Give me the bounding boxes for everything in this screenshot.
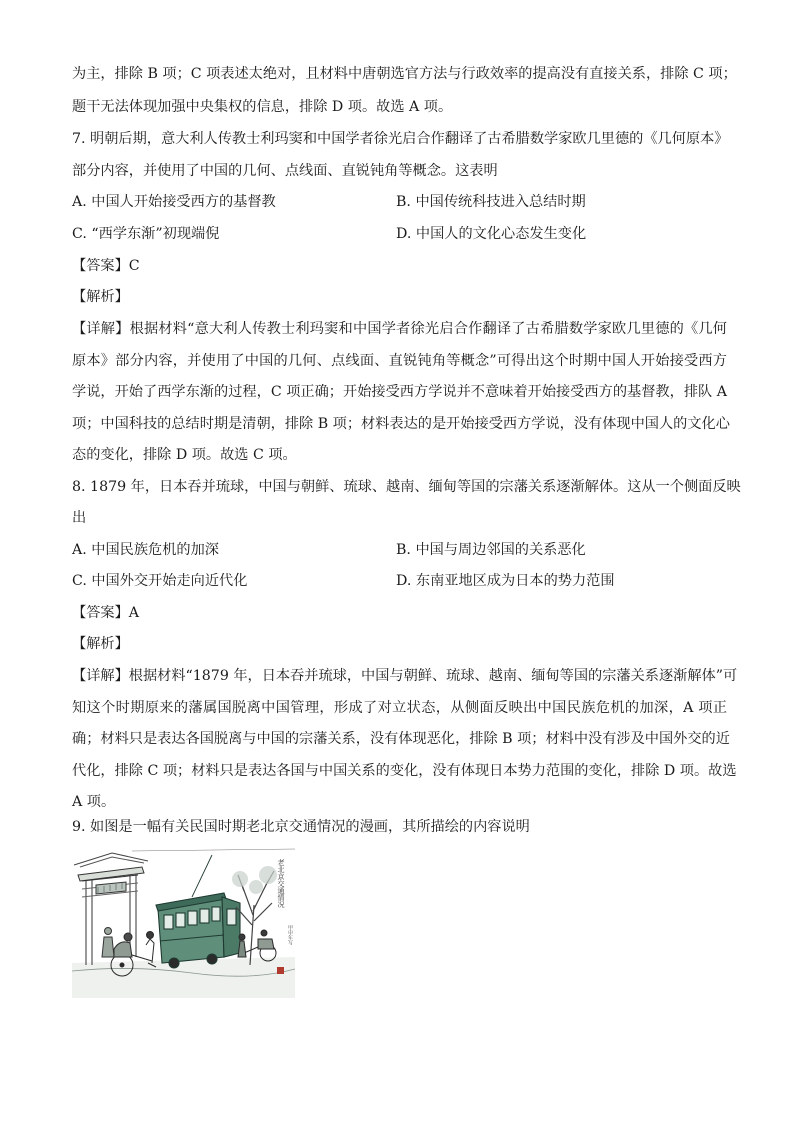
- explanation-line: 项；中国科技的总结时期是清朝，排除 B 项；材料表达的是开始接受西方学说，没有体现中国人的文化心: [72, 416, 730, 432]
- question-7-stem: 部分内容，并使用了中国的几何、点线面、直锐钝角等概念。这表明: [72, 163, 498, 179]
- explanation-line: 【详解】根据材料“意大利人传教士利玛窦和中国学者徐光启合作翻译了古希腊数学家欧几里德的《几何: [72, 321, 727, 337]
- text-line: 题干无法体现加强中央集权的信息，排除 D 项。故选 A 项。: [72, 99, 453, 115]
- option-b: B. 中国传统科技进入总结时期: [396, 194, 586, 210]
- option-a: A. 中国人开始接受西方的基督教: [72, 194, 276, 210]
- explanation-line: 知这个时期原来的藩属国脱离中国管理，形成了对立状态，从侧面反映出中国民族危机的加深，A 项正: [72, 700, 727, 716]
- option-d: D. 东南亚地区成为日本的势力范围: [396, 573, 615, 589]
- answer-label: 【答案】C: [72, 258, 140, 274]
- option-a: A. 中国民族危机的加深: [72, 542, 219, 558]
- option-d: D. 中国人的文化心态发生变化: [396, 226, 587, 242]
- option-c: C. “西学东渐”初现端倪: [72, 226, 220, 242]
- text-line: 为主，排除 B 项；C 项表述太绝对，且材料中唐朝选官方法与行政效率的提高没有直接关系，排除 C 项；: [72, 66, 737, 82]
- option-c: C. 中国外交开始走向近代化: [72, 573, 248, 589]
- question-8-stem: 出: [72, 510, 87, 526]
- explanation-line: 态的变化，排除 D 项。故选 C 项。: [72, 447, 297, 463]
- explanation-line: 代化，排除 C 项；材料只是表达各国与中国关系的变化，没有体现日本势力范围的变化，排除 D 项。故选: [72, 763, 737, 779]
- explanation-line: A 项。: [72, 794, 116, 810]
- explanation-line: 原本》部分内容，并使用了中国的几何、点线面、直锐钝角等概念”可得出这个时期中国人开始接受西方: [72, 353, 727, 369]
- question-9-stem: 9. 如图是一幅有关民国时期老北京交通情况的漫画，其所描绘的内容说明: [72, 819, 530, 835]
- option-b: B. 中国与周边邻国的关系恶化: [396, 542, 586, 558]
- explanation-line: 学说，开始了西学东渐的过程，C 项正确；开始接受西方学说并不意味着开始接受西方的基督教，排队 A: [72, 384, 727, 400]
- cartoon-caption: 老北京交通情况: [277, 859, 285, 908]
- explanation-line: 【详解】根据材料“1879 年，日本吞并琉球，中国与朝鲜、琉球、越南、缅甸等国的宗藩关系逐渐解体”可: [72, 668, 738, 684]
- answer-label: 【答案】A: [72, 605, 139, 621]
- question-7-stem: 7. 明朝后期，意大利人传教士利玛窦和中国学者徐光启合作翻译了古希腊数学家欧几里德的《几何原本》: [72, 131, 729, 147]
- analysis-label: 【解析】: [72, 636, 129, 652]
- explanation-line: 确；材料只是表达各国脱离与中国的宗藩关系，没有体现恶化，排除 B 项；材料中没有涉及中国外交的近: [72, 731, 730, 747]
- analysis-label: 【解析】: [72, 289, 129, 305]
- seal-stamp: [277, 967, 284, 974]
- artist-signature: 甲申年写: [287, 925, 293, 945]
- question-8-stem: 8. 1879 年，日本吞并琉球，中国与朝鲜、琉球、越南、缅甸等国的宗藩关系逐渐解体。这从一个侧面反映: [72, 479, 741, 495]
- beijing-traffic-cartoon: [72, 845, 295, 998]
